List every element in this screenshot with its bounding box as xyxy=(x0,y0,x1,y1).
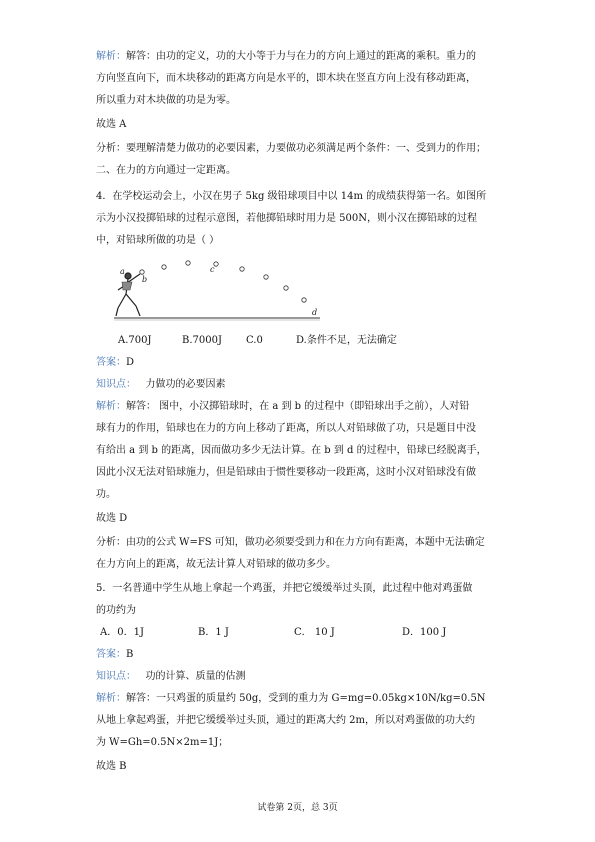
q5-analysis-line-1: 解析：解答：一只鸡蛋的质量约 50g，受到的重力为 G=mg=0.05kg×10N/kg=0.5N xyxy=(96,693,486,704)
analysis-label: 解析： xyxy=(96,693,126,704)
ball-2 xyxy=(186,261,190,265)
q3-analysis-line-1: 解析：解答：由功的定义，功的大小等于力与在力的方向上通过的距离的乘积。重力的 xyxy=(96,51,476,62)
q4-options xyxy=(96,330,496,352)
q5-option-b[interactable]: B．1 J xyxy=(198,627,229,638)
label-b: b xyxy=(142,275,148,284)
q5-option-c[interactable]: C． 10 J xyxy=(294,627,335,638)
q4-analysis-line-4: 因此小汉无法对铅球施力，但是铅球由于惯性要移动一段距离，这时小汉对铅球没有做 xyxy=(96,467,476,478)
answer-label: 答案： xyxy=(96,357,126,368)
ball-b xyxy=(140,270,144,274)
shot-put-figure xyxy=(112,260,322,324)
q4-analysis-line-1: 解析：解答： 图中，小汉掷铅球时，在 a 到 b 的过程中（即铅球出手之前），人对铅 xyxy=(96,401,470,412)
q4-knowledge-value: 力做功的必要因素 xyxy=(145,379,226,390)
knowledge-label: 知识点： xyxy=(96,379,136,390)
q5-knowledge xyxy=(96,666,496,688)
label-c: c xyxy=(210,265,215,274)
q4-answer xyxy=(96,352,496,374)
q4-analysis-line-5: 功。 xyxy=(96,489,116,500)
knowledge-label: 知识点： xyxy=(96,671,136,682)
q4-answer-value: D xyxy=(126,357,135,368)
q3-fenxi-line-2: 二、在力的方向通过一定距离。 xyxy=(96,165,236,176)
q5-answer-value: B xyxy=(126,649,134,660)
q5-knowledge-value: 功的计算、质量的估测 xyxy=(145,671,246,682)
q5-answer xyxy=(96,644,496,666)
q5-options xyxy=(96,622,496,644)
q4-fenxi-line-1: 分析：由功的公式 W=FS 可知，做功必须要受到力和在力方向有距离，本题中无法确定 xyxy=(96,537,485,548)
analysis-label: 解析： xyxy=(96,51,126,62)
q3-analysis-line-2: 方向竖直向下，而木块移动的距离方向是水平的，即木块在竖直方向上没有移动距离， xyxy=(96,73,476,84)
page-footer: 试卷第 2页，总 3页 xyxy=(257,803,338,813)
q4-choose: 故选 D xyxy=(96,513,128,524)
ball-4 xyxy=(264,275,268,279)
q5-option-d[interactable]: D．100 J xyxy=(402,627,447,638)
q4-option-d[interactable]: D.条件不足，无法确定 xyxy=(296,335,397,346)
q5-choose: 故选 B xyxy=(96,761,127,772)
q3-fenxi-line-1: 分析：要理解清楚力做功的必要因素，力要做功必须满足两个条件：一、受到力的作用； xyxy=(96,143,486,154)
q5-analysis-line-2: 从地上拿起鸡蛋，并把它缓缓举过头顶，通过的距离大约 2m，所以对鸡蛋做的功大约 xyxy=(96,715,476,726)
q4-analysis-line-3: 有给出 a 到 b 的距离，因而做功多少无法计算。在 b 到 d 的过程中，铅球已经脱离手， xyxy=(96,445,487,456)
q4-option-a[interactable]: A.700J xyxy=(118,335,152,346)
q3-analysis-line-3: 所以重力对木块做的功是为零。 xyxy=(96,95,236,106)
answer-label: 答案： xyxy=(96,649,126,660)
q3-choose: 故选 A xyxy=(96,119,127,130)
page-content xyxy=(96,46,496,778)
trajectory-balls xyxy=(140,261,306,302)
q5-stem-line-2: 的功约为 xyxy=(96,605,136,616)
ball-6 xyxy=(302,298,306,302)
ball-5 xyxy=(284,286,288,290)
shot-put-diagram xyxy=(112,260,322,324)
label-a: a xyxy=(120,267,125,276)
q4-fenxi-line-2: 在力方向上的距离，故无法计算人对铅球的做功多少。 xyxy=(96,559,336,570)
athlete-figure xyxy=(116,273,140,316)
ball-3 xyxy=(240,267,244,271)
label-d: d xyxy=(312,308,318,317)
q4-knowledge xyxy=(96,374,496,396)
q4-stem-line-2: 示为小汉投掷铅球的过程示意图，若他掷铅球时用力是 500N，则小汉在掷铅球的过程 xyxy=(96,213,478,224)
q4-analysis-line-2: 球有力的作用，铅球也在力的方向上移动了距离，所以人对铅球做了功，只是题目中没 xyxy=(96,423,476,434)
q4-stem-line-3: 中，对铅球所做的功是（ ） xyxy=(96,235,220,246)
ball-1 xyxy=(162,265,166,269)
q4-option-b[interactable]: B.7000J xyxy=(182,335,222,346)
q5-option-a[interactable]: A．0．1J xyxy=(100,627,144,638)
q4-option-c[interactable]: C.0 xyxy=(246,335,263,346)
q4-stem-line-1: 4．在学校运动会上，小汉在男子 5kg 级铅球项目中以 14m 的成绩获得第一名。如图所 xyxy=(96,191,487,202)
q5-analysis-line-3: 为 W=Gh=0.5N×2m=1J； xyxy=(96,737,229,748)
analysis-label: 解析： xyxy=(96,401,126,412)
q5-stem-line-1: 5．一名普通中学生从地上拿起一个鸡蛋，并把它缓缓举过头顶，此过程中他对鸡蛋做 xyxy=(96,583,473,594)
